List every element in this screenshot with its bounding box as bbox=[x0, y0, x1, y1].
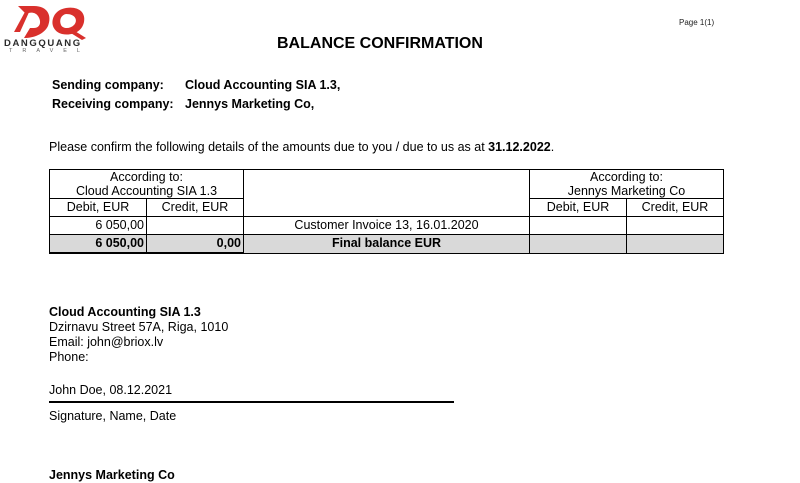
signature-label: Signature, Name, Date bbox=[49, 409, 177, 423]
sending-company-label: Sending company: bbox=[52, 78, 164, 92]
sender-name: Cloud Accounting SIA 1.3 bbox=[49, 305, 201, 319]
intro-end: . bbox=[550, 140, 555, 154]
sender-address: Dzirnavu Street 57A, Riga, 1010 bbox=[49, 320, 229, 334]
right-debit-header: Debit, EUR bbox=[530, 199, 627, 217]
signer-text: John Doe, 08.12.2021 bbox=[49, 383, 173, 397]
table-row bbox=[50, 217, 724, 235]
intro-date: 31.12.2022 bbox=[488, 140, 551, 154]
sending-company-row bbox=[52, 76, 340, 95]
total-row bbox=[50, 235, 724, 254]
left-debit-header: Debit, EUR bbox=[50, 199, 147, 217]
parties-block bbox=[52, 76, 340, 114]
intro-text bbox=[49, 140, 554, 154]
row-debit: 6 050,00 bbox=[50, 217, 147, 235]
document-title: BALANCE CONFIRMATION bbox=[277, 35, 483, 52]
right-according-header: According to: Jennys Marketing Co bbox=[530, 170, 724, 199]
intro-sentence: Please confirm the following details of the amounts due to you / due to us as at bbox=[49, 140, 489, 154]
brand-name: DANGQUANG bbox=[4, 38, 82, 49]
total-their-debit bbox=[530, 235, 627, 254]
brand-sub: TRAVEL bbox=[9, 48, 90, 54]
receiver-name: Jennys Marketing Co bbox=[49, 468, 175, 482]
logo-swoosh bbox=[14, 10, 30, 32]
sender-phone: Phone: bbox=[49, 350, 89, 364]
balance-table bbox=[49, 169, 724, 254]
row-their-debit bbox=[530, 217, 627, 235]
row-description: Customer Invoice 13, 16.01.2020 bbox=[244, 217, 530, 235]
receiving-company-label: Receiving company: bbox=[52, 97, 174, 111]
header-row-according bbox=[50, 170, 724, 199]
left-credit-header: Credit, EUR bbox=[147, 199, 244, 217]
row-credit bbox=[147, 217, 244, 235]
total-their-credit bbox=[627, 235, 724, 254]
total-debit: 6 050,00 bbox=[50, 235, 147, 254]
row-their-credit bbox=[627, 217, 724, 235]
right-credit-header: Credit, EUR bbox=[627, 199, 724, 217]
total-credit: 0,00 bbox=[147, 235, 244, 254]
left-according-header: According to: Cloud Accounting SIA 1.3 bbox=[50, 170, 244, 199]
total-label: Final balance EUR bbox=[244, 235, 530, 254]
description-header bbox=[244, 170, 530, 217]
receiving-company-row bbox=[52, 95, 340, 114]
sending-company-value: Cloud Accounting SIA 1.3, bbox=[185, 78, 341, 92]
page-number: Page 1(1) bbox=[679, 18, 715, 27]
receiving-company-value: Jennys Marketing Co, bbox=[185, 97, 315, 111]
sender-block bbox=[49, 305, 228, 365]
sender-email: Email: john@briox.lv bbox=[49, 335, 164, 349]
signature-line bbox=[49, 401, 454, 403]
